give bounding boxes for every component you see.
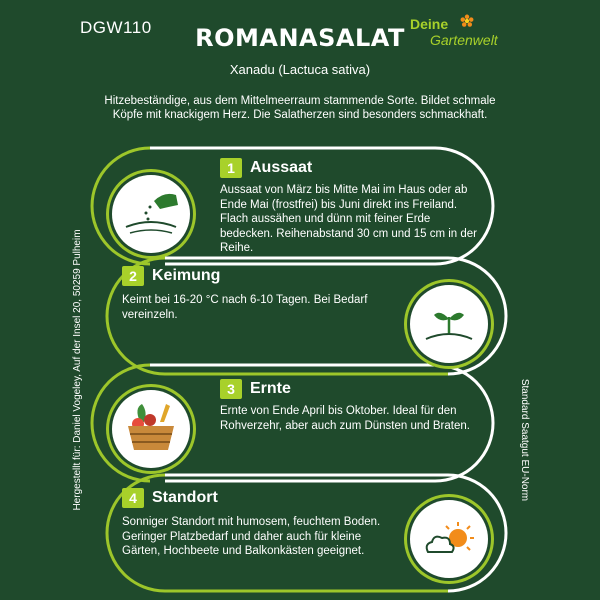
sun-cloud-icon [410,500,488,578]
step-2-heading [122,266,220,286]
seedling-icon [410,285,488,363]
step-4-illustration [410,500,488,578]
step-1-title: Aussaat [250,159,313,176]
step-4-title: Standort [152,489,218,506]
step-3-text: Ernte von Ende April bis Oktober. Ideal für den Rohverzehr, aber auch zum Dünsten und Braten. [220,405,470,432]
step-4-number: 4 [122,488,144,508]
sowing-hand-icon [112,175,190,253]
step-2-text: Keimt bei 16-20 °C nach 6-10 Tagen. Bei Bedarf vereinzeln. [122,294,368,321]
step-3-number: 3 [220,379,242,399]
step-1-number: 1 [220,158,242,178]
seed-standard-note: Standard Saatgut EU-Norm [519,378,530,502]
vegetable-basket-icon [112,390,190,468]
manufacturer-address: Hergestellt für: Daniel Vogeley, Auf der Insel 20, 50259 Pulheim [72,229,83,511]
step-2-number: 2 [122,266,144,286]
step-2-illustration [410,285,488,363]
step-4-heading [122,488,218,508]
intro-text: Hitzebeständige, aus dem Mittelmeerraum stammende Sorte. Bildet schmale Köpfe mit knackigem Herz. Die Salatherzen sind besonders schmackhaft. [104,95,496,121]
brand-name-line2: Gartenwelt [430,32,498,48]
step-3-heading [220,379,291,399]
step-1-illustration [112,175,190,253]
page-subtitle: Xanadu (Lactuca sativa) [229,62,371,77]
product-code: DGW110 [80,18,152,37]
step-4-text: Sonniger Standort mit humosem, feuchtem Boden. Geringer Platzbedarf und daher auch für kleine Gärten, Hochbeete und Balkonkästen geeignet. [122,516,381,557]
brand-name-line1: Deine [410,16,449,32]
step-1-text: Aussaat von März bis Mitte Mai im Haus oder ab Ende Mai (frostfrei) bis Juni direkt ins Freiland. Flach aussähen und dünn mit feiner Erde bedecken. Reihenabstand 30 cm und 15 cm in der Reihe. [220,184,477,254]
step-3-title: Ernte [250,380,291,397]
step-2-title: Keimung [152,267,221,284]
step-3-illustration [112,390,190,468]
page-title: ROMANASALAT [195,24,405,52]
step-1-heading [220,158,312,178]
